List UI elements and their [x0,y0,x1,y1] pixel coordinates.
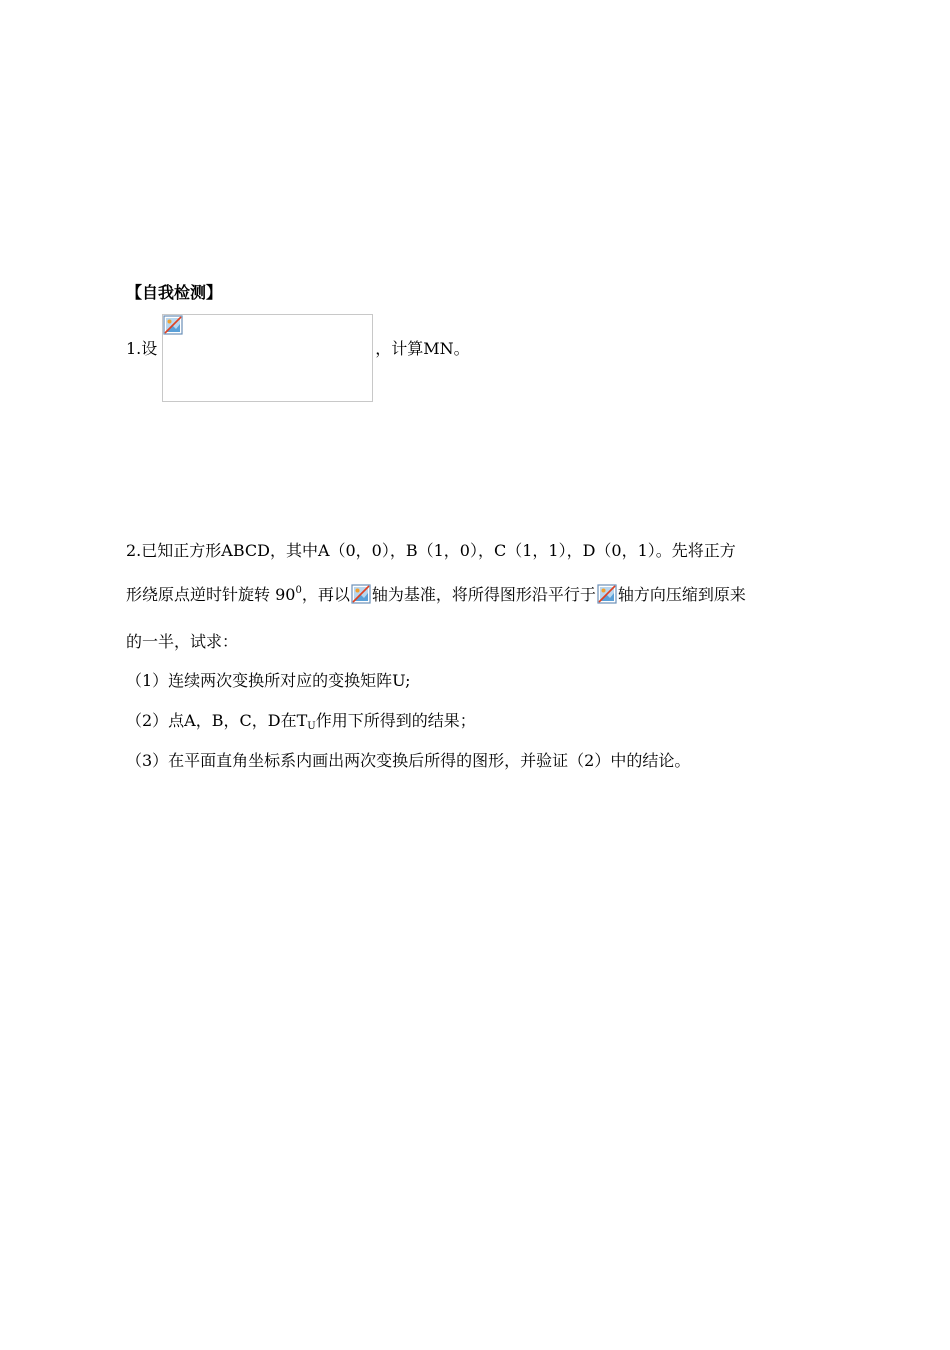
broken-image-icon [351,584,371,604]
section-heading: 【自我检测】 [126,283,223,302]
sub-question-1: （1）连续两次变换所对应的变换矩阵U; [126,671,411,690]
broken-image-icon [597,584,617,604]
subscript-u: U [307,721,316,732]
broken-image-icon [163,315,183,335]
question-2-text: ，再以 [301,585,350,604]
sub-question-2-text: （2）点A，B，C，D在T [126,711,308,730]
sub-question-2-text: 作用下所得到的结果； [315,711,476,730]
question-2-line-1: 2.已知正方形ABCD，其中A（0，0），B（1，0），C（1，1），D（0，1）。先将正方 [126,541,736,560]
sub-question-3: （3）在平面直角坐标系内画出两次变换后所得的图形，并验证（2）中的结论。 [126,751,691,770]
matrix-image-placeholder [162,314,373,402]
question-1-prefix: 1.设 [126,339,158,358]
question-2-text: 轴方向压缩到原来 [617,585,746,604]
sub-question-2 [126,711,476,731]
question-2-line-3: 的一半，试求： [126,632,239,651]
question-2-line-2 [126,584,746,605]
degree-superscript: 0 [295,585,302,596]
question-2-text: 形绕原点逆时针旋转 90 [126,585,296,604]
question-1-suffix: ，计算MN。 [375,339,470,358]
question-2-text: 轴为基准，将所得图形沿平行于 [371,585,596,604]
